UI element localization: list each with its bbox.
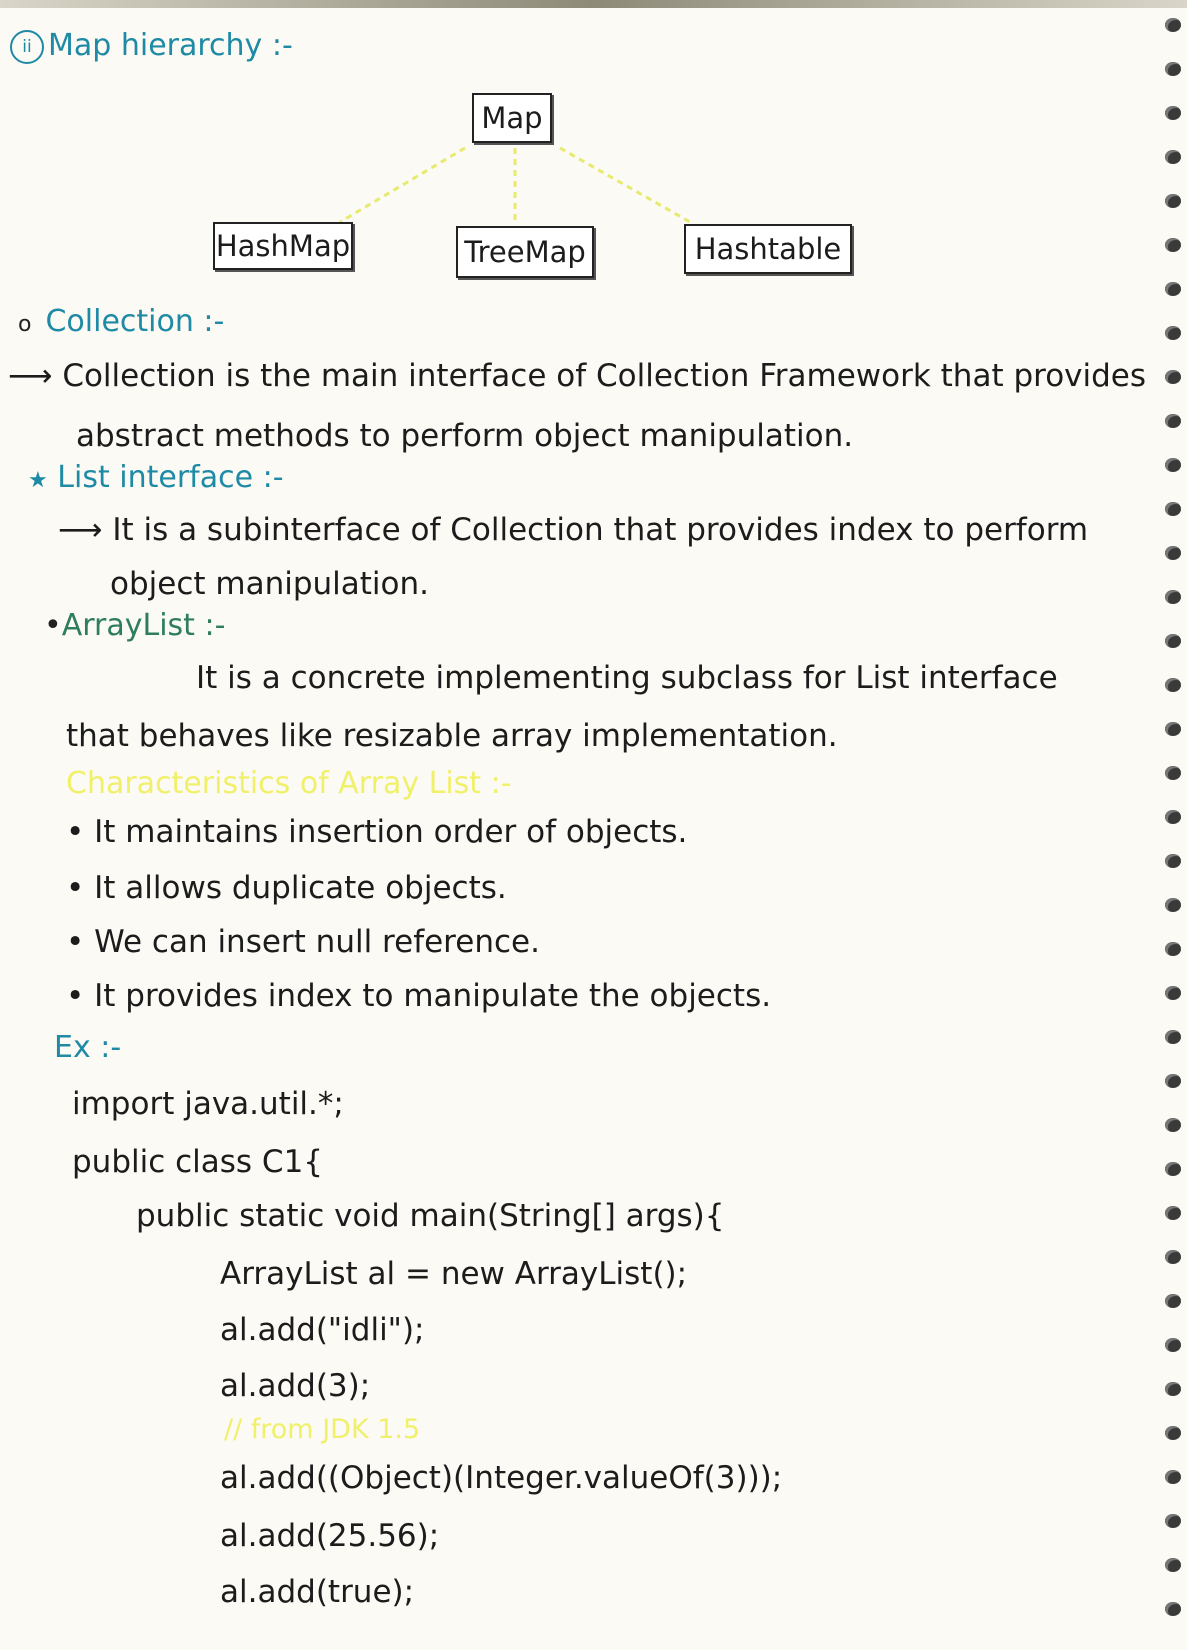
binding-ring bbox=[1165, 106, 1181, 120]
connector-map-hashmap bbox=[340, 148, 465, 222]
bullet: • bbox=[44, 608, 62, 643]
list-interface-heading: ★ List interface :- bbox=[28, 460, 284, 495]
binding-ring bbox=[1165, 898, 1181, 912]
code-line-9: al.add(true); bbox=[220, 1574, 415, 1610]
code-line-1: import java.util.*; bbox=[72, 1086, 344, 1122]
code-line-7: al.add((Object)(Integer.valueOf(3))); bbox=[220, 1460, 783, 1496]
binding-ring bbox=[1165, 502, 1181, 516]
collection-heading: o Collection :- bbox=[18, 304, 225, 339]
characteristics-heading: Characteristics of Array List :- bbox=[66, 766, 512, 801]
list-interface-line1: ⟶ It is a subinterface of Collection that provides index to perform bbox=[58, 512, 1089, 548]
arrow-icon: ⟶ bbox=[58, 512, 103, 548]
code-line-4: ArrayList al = new ArrayList(); bbox=[220, 1256, 688, 1292]
arraylist-heading: •ArrayList :- bbox=[44, 608, 226, 643]
binding-ring bbox=[1165, 986, 1181, 1000]
binding-ring bbox=[1165, 942, 1181, 956]
binding-ring bbox=[1165, 810, 1181, 824]
binding-ring bbox=[1165, 1514, 1181, 1528]
binding-ring bbox=[1165, 1426, 1181, 1440]
arrow-icon: ⟶ bbox=[8, 358, 53, 394]
binding-ring bbox=[1165, 766, 1181, 780]
binding-ring bbox=[1165, 194, 1181, 208]
code-line-3: public static void main(String[] args){ bbox=[136, 1198, 725, 1234]
map-box: Map bbox=[472, 93, 552, 143]
binding-ring bbox=[1165, 1338, 1181, 1352]
star-icon: ★ bbox=[28, 468, 48, 493]
hashtable-box: Hashtable bbox=[684, 224, 852, 274]
code-line-8: al.add(25.56); bbox=[220, 1518, 440, 1554]
list-interface-line2: object manipulation. bbox=[110, 566, 430, 602]
binding-ring bbox=[1165, 1294, 1181, 1308]
section-title: Map hierarchy :- bbox=[48, 28, 293, 63]
spiral-binding bbox=[1157, 0, 1187, 1650]
binding-ring bbox=[1165, 1250, 1181, 1264]
treemap-box: TreeMap bbox=[456, 226, 594, 278]
binding-ring bbox=[1165, 414, 1181, 428]
characteristic-item-1: • It maintains insertion order of objects. bbox=[66, 814, 688, 850]
code-line-2: public class C1{ bbox=[72, 1144, 324, 1180]
binding-ring bbox=[1165, 1030, 1181, 1044]
arraylist-line2: that behaves like resizable array implementation. bbox=[66, 718, 838, 754]
binding-ring bbox=[1165, 590, 1181, 604]
code-line-5: al.add("idli"); bbox=[220, 1312, 425, 1348]
binding-ring bbox=[1165, 326, 1181, 340]
connector-map-hashtable bbox=[560, 148, 690, 222]
characteristic-item-2: • It allows duplicate objects. bbox=[66, 870, 507, 906]
binding-ring bbox=[1165, 1162, 1181, 1176]
binding-ring bbox=[1165, 1470, 1181, 1484]
binding-ring bbox=[1165, 634, 1181, 648]
code-comment: // from JDK 1.5 bbox=[224, 1414, 421, 1445]
binding-ring bbox=[1165, 150, 1181, 164]
arraylist-line1: It is a concrete implementing subclass for List interface bbox=[196, 660, 1058, 696]
section-number: ii bbox=[10, 30, 44, 64]
binding-ring bbox=[1165, 370, 1181, 384]
example-label: Ex :- bbox=[54, 1030, 122, 1065]
binding-ring bbox=[1165, 238, 1181, 252]
binding-ring bbox=[1165, 1074, 1181, 1088]
collection-text-line1: ⟶ Collection is the main interface of Collection Framework that provides bbox=[8, 358, 1147, 394]
binding-ring bbox=[1165, 854, 1181, 868]
characteristic-item-4: • It provides index to manipulate the objects. bbox=[66, 978, 772, 1014]
binding-ring bbox=[1165, 18, 1181, 32]
code-line-6: al.add(3); bbox=[220, 1368, 371, 1404]
characteristic-item-3: • We can insert null reference. bbox=[66, 924, 540, 960]
binding-ring bbox=[1165, 722, 1181, 736]
binding-ring bbox=[1165, 546, 1181, 560]
binding-ring bbox=[1165, 1382, 1181, 1396]
binding-ring bbox=[1165, 1602, 1181, 1616]
hashmap-box: HashMap bbox=[213, 222, 353, 270]
collection-text-line2: abstract methods to perform object manipulation. bbox=[76, 418, 854, 454]
binding-ring bbox=[1165, 62, 1181, 76]
binding-ring bbox=[1165, 678, 1181, 692]
binding-ring bbox=[1165, 458, 1181, 472]
binding-ring bbox=[1165, 1558, 1181, 1572]
binding-ring bbox=[1165, 282, 1181, 296]
binding-ring bbox=[1165, 1118, 1181, 1132]
binding-ring bbox=[1165, 1206, 1181, 1220]
